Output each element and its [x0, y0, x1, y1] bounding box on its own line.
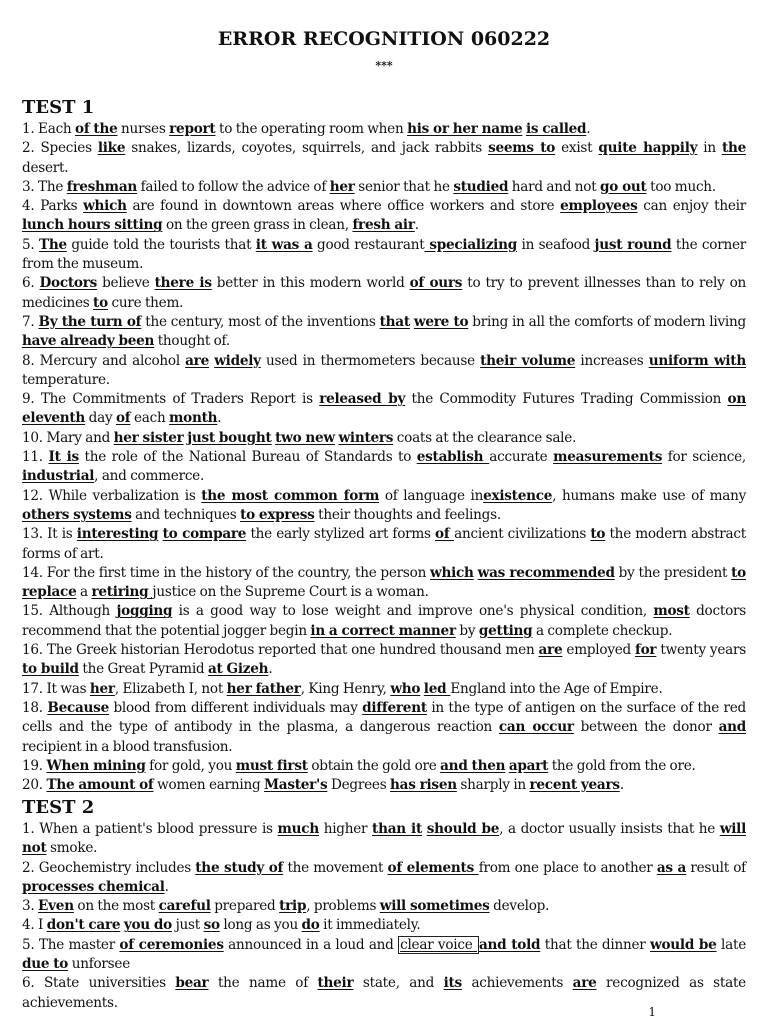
underlined-option: must first — [235, 757, 308, 774]
question-text: is a good way to lose weight and improve one's physical condition, — [172, 603, 654, 620]
question-text: the name of — [208, 975, 318, 992]
question-text: , humans make use of many — [552, 487, 747, 504]
underlined-option: most — [653, 603, 690, 620]
title-separator: *** — [375, 59, 393, 72]
question-text: it immediately. — [319, 917, 421, 934]
underlined-option: and told — [478, 936, 541, 953]
underlined-option: lunch hours sitting — [22, 217, 163, 234]
question-text: . — [164, 878, 169, 895]
underlined-option: due to — [22, 956, 69, 973]
question-text: 19. — [22, 757, 47, 774]
underlined-option: measurements — [553, 449, 663, 466]
underlined-option: existence — [483, 487, 553, 504]
question-text: unforsee — [68, 956, 130, 973]
question-text: , a doctor usually insists that he — [499, 821, 720, 837]
underlined-option: interesting — [76, 526, 159, 543]
question-item — [22, 699, 746, 757]
test1-heading: TEST 1 — [22, 97, 95, 118]
question-text: the gold from the ore. — [548, 757, 696, 774]
underlined-option: month — [169, 410, 218, 427]
underlined-option: you do — [123, 917, 172, 934]
underlined-option: are — [185, 352, 209, 369]
question-item — [22, 352, 746, 391]
question-text: justice on the Supreme Court is a woman. — [152, 584, 429, 601]
underlined-option: When mining — [46, 757, 146, 774]
underlined-option: was recommended — [477, 564, 615, 581]
question-item — [22, 776, 746, 795]
question-text: for gold, you — [145, 757, 236, 774]
question-text: cure them. — [107, 294, 184, 311]
question-text: 12. While verbalization is — [22, 487, 202, 504]
question-text: are found in downtown areas where office workers and store — [126, 198, 561, 215]
underlined-option: specializing — [424, 236, 517, 253]
underlined-option: processes chemical — [22, 878, 165, 895]
underlined-option: has risen — [390, 777, 457, 794]
underlined-option: and — [718, 719, 747, 736]
underlined-option: go out — [600, 178, 647, 195]
question-item — [22, 916, 746, 935]
question-text: in the type of antigen on the surface of the red cells and the type of antibody in the plasma, a dangerous reaction — [22, 699, 746, 736]
underlined-option: freshman — [66, 178, 138, 195]
underlined-option: It is — [48, 449, 79, 466]
question-text: temperature. — [22, 371, 110, 388]
underlined-option: studied — [453, 178, 509, 195]
question-text: day — [85, 410, 116, 427]
question-text: prepared — [210, 898, 280, 915]
question-item — [22, 448, 746, 487]
question-text: 9. The Commitments of Traders Report is — [22, 391, 320, 408]
question-text: 18. — [22, 699, 48, 716]
underlined-option: do — [301, 917, 320, 934]
question-text: desert. — [22, 159, 69, 176]
underlined-option: to replace — [22, 564, 746, 601]
underlined-option: to build — [22, 661, 79, 678]
question-text: their thoughts and feelings. — [314, 506, 501, 523]
question-text: the Commodity Futures Trading Commission — [405, 391, 728, 408]
underlined-option: jogging — [116, 603, 173, 620]
underlined-option: quite happily — [598, 140, 698, 157]
question-item — [22, 197, 746, 236]
underlined-option: their volume — [480, 352, 576, 369]
underlined-option: are — [538, 642, 563, 659]
underlined-option: widely — [214, 352, 261, 369]
underlined-option: and then — [440, 757, 506, 774]
question-text: senior that he — [354, 178, 454, 195]
underlined-option: will not — [22, 821, 747, 857]
question-text: 3. — [22, 898, 39, 915]
underlined-option: the most common form — [201, 487, 380, 504]
underlined-option: her father — [226, 680, 301, 697]
underlined-option: The amount of — [46, 777, 154, 794]
underlined-option: Doctors — [39, 275, 98, 292]
underlined-option: of ceremonies — [119, 936, 224, 953]
test2-question-list — [22, 820, 746, 1013]
underlined-option: in a correct manner — [310, 622, 456, 639]
question-item — [22, 974, 746, 1013]
question-text: the century, most of the inventions — [141, 313, 380, 330]
underlined-option: can occur — [498, 719, 574, 736]
question-text: 7. — [22, 313, 39, 330]
underlined-option: employees — [560, 198, 638, 215]
question-item — [22, 525, 746, 564]
question-text: the early stylized art forms — [246, 526, 436, 543]
underlined-option: would be — [650, 936, 717, 953]
question-item — [22, 680, 746, 699]
question-text: 15. Although — [22, 603, 117, 620]
underlined-option: as a — [656, 859, 687, 876]
question-text: obtain the gold ore — [307, 757, 441, 774]
question-item — [22, 429, 746, 448]
underlined-option: of the — [75, 121, 118, 137]
question-text: 14. For the first time in the history of the country, the person — [22, 564, 431, 581]
underlined-option: retiring — [91, 584, 153, 601]
question-item — [22, 859, 746, 898]
question-text: by — [455, 622, 479, 639]
underlined-option: the study of — [195, 859, 284, 876]
question-text: failed to follow the advice of — [137, 178, 330, 195]
question-text: 5. The master — [22, 936, 120, 953]
underlined-option: have already been — [22, 333, 155, 350]
underlined-option: on eleventh — [22, 391, 746, 427]
question-text: . — [268, 661, 273, 678]
question-text: the role of the National Bureau of Standards to — [78, 449, 417, 466]
underlined-option: is called — [525, 121, 587, 137]
question-text: England into the Age of Empire. — [450, 680, 663, 697]
underlined-option: released by — [319, 391, 406, 408]
underlined-option: uniform with — [648, 352, 746, 369]
underlined-option: it was a — [255, 236, 313, 253]
question-text: to the operating room when — [215, 121, 408, 137]
question-text: better in this modern world — [211, 275, 410, 292]
question-text: 5. — [22, 236, 39, 253]
question-text: late — [716, 936, 747, 953]
question-text: long as you — [219, 917, 302, 934]
question-text: on the most — [73, 898, 159, 915]
question-text: . — [414, 217, 419, 234]
underlined-option: different — [362, 699, 427, 716]
question-text: can enjoy their — [637, 198, 746, 215]
underlined-option: fresh air — [352, 217, 415, 234]
underlined-option: her sister — [113, 429, 184, 446]
question-text: in seafood — [516, 236, 595, 253]
question-text: , problems — [306, 898, 380, 915]
underlined-option: of ours — [409, 275, 463, 292]
underlined-option: to — [93, 294, 108, 311]
question-item — [22, 178, 746, 197]
question-item — [22, 564, 746, 603]
underlined-option: getting — [478, 622, 533, 639]
question-text: on the green grass in clean, — [162, 217, 353, 234]
underlined-option: just bought — [187, 429, 272, 446]
question-text: blood from different individuals may — [109, 699, 363, 716]
test2-heading: TEST 2 — [22, 797, 95, 818]
underlined-option: to express — [240, 506, 315, 523]
underlined-option: don't care — [46, 917, 121, 934]
question-text: , Elizabeth I, not — [114, 680, 227, 697]
question-text: 20. — [22, 777, 47, 794]
underlined-option: his or her name — [407, 121, 523, 137]
question-item — [22, 120, 746, 139]
question-text: between the donor — [573, 719, 719, 736]
underlined-option: Even — [38, 898, 74, 915]
question-text: . — [217, 410, 222, 427]
underlined-option: who — [390, 680, 421, 697]
underlined-option: clear voice — [400, 936, 477, 953]
question-text: the movement — [283, 859, 388, 876]
underlined-option: of — [115, 410, 131, 427]
question-text: state, and — [353, 975, 444, 992]
question-text: result of — [686, 859, 746, 876]
question-item — [22, 820, 746, 859]
question-text: good restaurant — [312, 236, 425, 253]
question-text: snakes, lizards, coyotes, squirrels, and jack rabbits — [125, 140, 489, 157]
question-text: the modern abstract forms of art. — [22, 526, 746, 562]
underlined-option: the — [721, 140, 746, 157]
underlined-option: for — [635, 642, 657, 659]
question-text: too much. — [646, 178, 716, 195]
question-item — [22, 274, 746, 313]
question-text: smoke. — [46, 840, 98, 857]
underlined-option: will sometimes — [379, 898, 490, 915]
question-text: coats at the clearance sale. — [393, 429, 577, 446]
question-text: of language in — [379, 487, 484, 504]
underlined-option: so — [203, 917, 220, 934]
underlined-option: should be — [426, 821, 500, 837]
question-item — [22, 236, 746, 275]
question-text: 2. Species — [22, 140, 98, 157]
underlined-option: bear — [175, 975, 209, 992]
underlined-option: its — [443, 975, 462, 992]
question-text: in — [697, 140, 722, 157]
question-text: 13. It is — [22, 526, 77, 543]
document-title: ERROR RECOGNITION 060222 — [217, 28, 551, 50]
underlined-option: which — [430, 564, 474, 581]
question-text: for science, — [662, 449, 746, 466]
underlined-option: which — [83, 198, 127, 215]
question-text: doctors recommend that the potential jogger begin — [22, 603, 746, 639]
question-text: 6. — [22, 275, 40, 292]
underlined-option: seems to — [488, 140, 556, 157]
question-text: 4. I — [22, 917, 47, 934]
question-text: 6. State universities — [22, 975, 176, 992]
question-text: Degrees — [327, 777, 391, 794]
question-text: 3. The — [22, 178, 67, 195]
underlined-option: are — [572, 975, 597, 992]
underlined-option: that — [379, 313, 410, 330]
question-item — [22, 757, 746, 776]
test1-question-list — [22, 120, 746, 795]
question-text: . — [586, 121, 591, 137]
question-text: from one place to another — [478, 859, 657, 876]
underlined-option: trip — [279, 898, 307, 915]
question-text: and techniques — [131, 506, 241, 523]
question-text: by the president — [614, 564, 732, 581]
question-item — [22, 641, 746, 680]
question-text: believe — [97, 275, 155, 292]
underlined-option: The — [38, 236, 67, 253]
underlined-option: of elements — [387, 859, 479, 876]
question-item — [22, 139, 746, 178]
question-text: , and commerce. — [94, 468, 205, 485]
question-item — [22, 602, 746, 641]
page-number: 1 — [648, 1005, 656, 1019]
question-item — [22, 936, 746, 975]
question-item — [22, 487, 746, 526]
question-text: the corner from the museum. — [22, 236, 747, 273]
underlined-option: others systems — [22, 506, 132, 523]
question-text: used in thermometers because — [260, 352, 481, 369]
question-text: develop. — [489, 898, 550, 915]
underlined-option: their — [317, 975, 354, 992]
underlined-option: winters — [338, 429, 394, 446]
underlined-option: there is — [154, 275, 212, 292]
underlined-option: By the turn of — [38, 313, 142, 330]
question-text: 8. Mercury and alcohol — [22, 352, 186, 369]
underlined-option: at Gizeh — [207, 661, 269, 678]
question-text: sharply in — [456, 777, 530, 794]
question-text: to try to prevent illnesses than to rely on medicines — [22, 275, 747, 311]
underlined-option: report — [169, 121, 216, 137]
underlined-option: her — [329, 178, 355, 195]
underlined-option: like — [97, 140, 126, 157]
question-text: guide told the tourists that — [66, 236, 256, 253]
question-text: 16. The Greek historian Herodotus reported that one hundred thousand men — [22, 642, 539, 659]
question-text: that the dinner — [540, 936, 650, 953]
underlined-option: Master's — [263, 777, 328, 794]
question-text: the Great Pyramid — [78, 661, 208, 678]
question-text: 11. — [22, 449, 49, 466]
underlined-option: careful — [158, 898, 211, 915]
question-text: ancient civilizations — [454, 526, 591, 543]
underlined-option: industrial — [22, 468, 95, 485]
question-text: recipient in a blood transfusion. — [22, 738, 233, 755]
question-item — [22, 390, 746, 429]
question-text: . — [619, 777, 624, 794]
underlined-option: apart — [508, 757, 549, 774]
question-text: just — [172, 917, 204, 934]
underlined-option: Because — [47, 699, 109, 716]
question-text: accurate — [489, 449, 554, 466]
underlined-option: than it — [372, 821, 422, 837]
question-text: 1. Each — [22, 121, 76, 137]
question-text: a complete checkup. — [532, 622, 673, 639]
question-text: recognized as state achievements. — [22, 975, 746, 1011]
question-text: announced in a loud and — [223, 936, 399, 953]
underlined-option: just round — [594, 236, 672, 253]
question-text: achievements — [461, 975, 573, 992]
question-text: 17. It was — [22, 680, 90, 697]
question-text: hard and not — [508, 178, 601, 195]
underlined-option: establish — [416, 449, 490, 466]
question-text: 2. Geochemistry includes — [22, 859, 196, 876]
underlined-option: recent years — [529, 777, 620, 794]
underlined-option: to — [590, 526, 606, 543]
question-item — [22, 897, 746, 916]
underlined-option: to compare — [162, 526, 247, 543]
question-text: women earning — [153, 777, 264, 794]
question-text: a — [76, 584, 92, 601]
question-text: 1. When a patient's blood pressure is — [22, 821, 278, 837]
question-text: twenty years — [656, 642, 746, 659]
question-text: each — [130, 410, 170, 427]
underlined-option: two new — [275, 429, 335, 446]
underlined-option: led — [423, 680, 451, 697]
underlined-option: were to — [413, 313, 469, 330]
question-text: 4. Parks — [22, 198, 84, 215]
question-text: exist — [555, 140, 599, 157]
question-text: employed — [562, 642, 636, 659]
question-text: , King Henry, — [300, 680, 391, 697]
question-text: 10. Mary and — [22, 429, 114, 446]
question-text: nurses — [117, 121, 170, 137]
underlined-option: of — [435, 526, 455, 543]
question-text: increases — [575, 352, 649, 369]
question-text: bring in all the comforts of modern living — [468, 313, 746, 330]
question-text: thought of. — [154, 333, 230, 350]
underlined-option: her — [89, 680, 115, 697]
question-text: higher — [318, 821, 373, 837]
question-item — [22, 313, 746, 352]
underlined-option: much — [277, 821, 319, 837]
